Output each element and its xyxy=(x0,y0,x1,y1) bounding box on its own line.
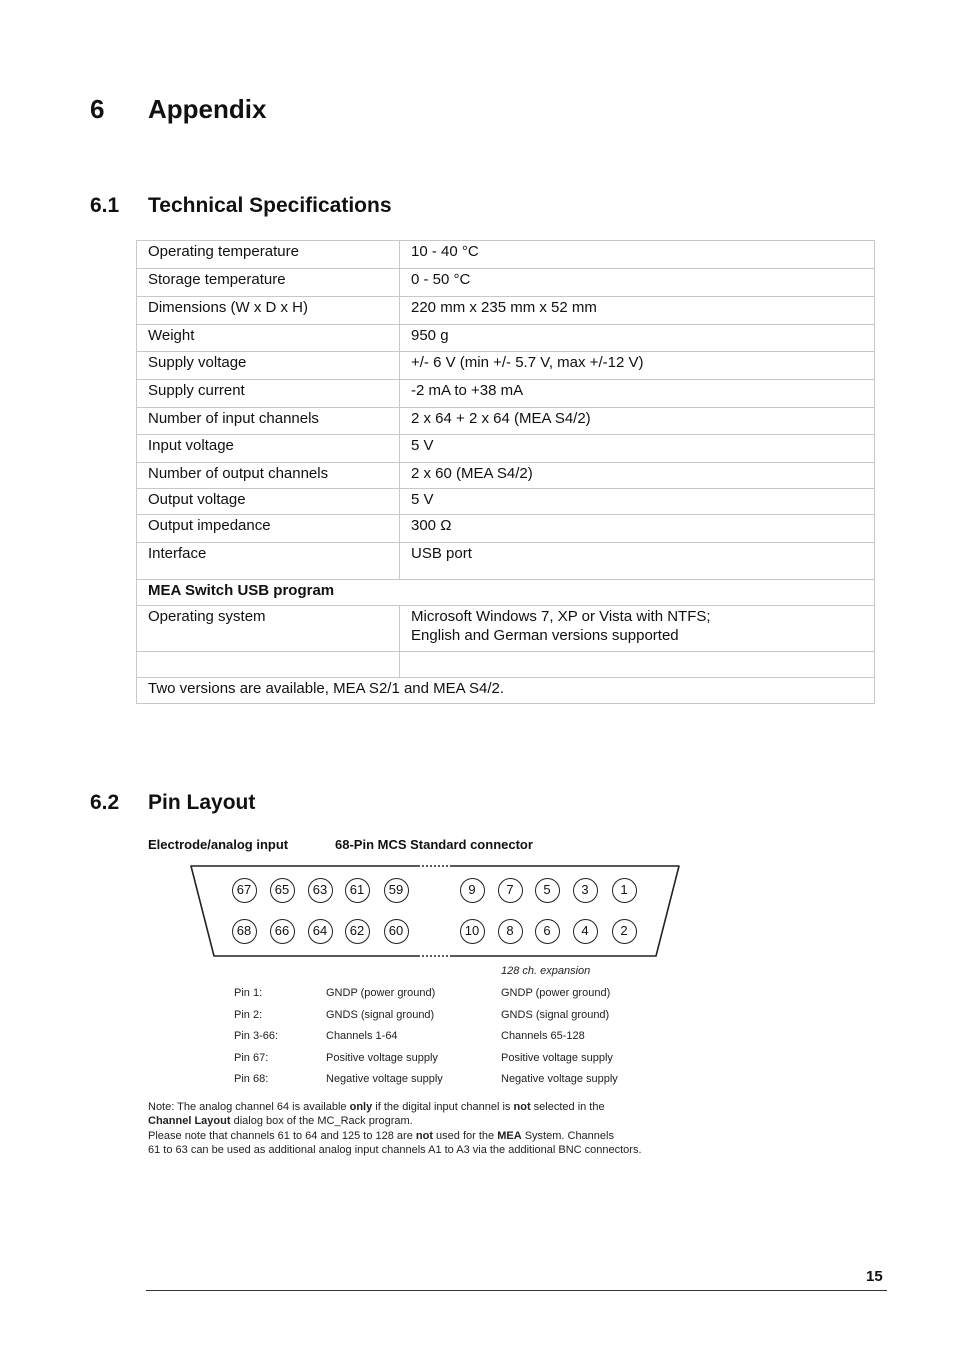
pin-61: 61 xyxy=(345,878,370,903)
spec-label: Interface xyxy=(137,543,400,580)
pin-label: Pin 1: xyxy=(234,987,263,999)
spec-label: Storage temperature xyxy=(137,269,400,297)
page-number: 15 xyxy=(866,1268,883,1285)
pin-64: 64 xyxy=(308,919,333,944)
spec-label: Output impedance xyxy=(137,515,400,543)
spec-value: +/- 6 V (min +/- 5.7 V, max +/-12 V) xyxy=(400,352,875,380)
pin-function: Negative voltage supply xyxy=(326,1073,443,1085)
pin-3: 3 xyxy=(573,878,598,903)
pin-function: GNDP (power ground) xyxy=(326,987,436,999)
program-heading: MEA Switch USB program xyxy=(137,580,875,606)
spec-value: 950 g xyxy=(400,325,875,352)
pin-10: 10 xyxy=(460,919,485,944)
section-title: Pin Layout xyxy=(148,791,256,814)
spec-label: Supply current xyxy=(137,380,400,408)
spec-value: 2 x 64 + 2 x 64 (MEA S4/2) xyxy=(400,408,875,435)
pin-label: Pin 2: xyxy=(234,1008,263,1021)
spec-value: -2 mA to +38 mA xyxy=(400,380,875,408)
figure-title-right: 68-Pin MCS Standard connector xyxy=(335,837,533,852)
spec-label: Number of input channels xyxy=(137,408,400,435)
spec-label: Output voltage xyxy=(137,489,400,515)
pin-9: 9 xyxy=(460,878,485,903)
pin-60: 60 xyxy=(384,919,409,944)
pin-function-expansion: Positive voltage supply xyxy=(501,1051,613,1064)
pin-label: Pin 3-66: xyxy=(234,1030,279,1042)
spec-label: Number of output channels xyxy=(137,463,400,489)
spec-value: 5 V xyxy=(400,489,875,515)
spec-value: 2 x 60 (MEA S4/2) xyxy=(400,463,875,489)
pin-function: GNDS (signal ground) xyxy=(326,1008,435,1021)
pin-66: 66 xyxy=(270,919,295,944)
pin-63: 63 xyxy=(308,878,333,903)
spec-label: Operating temperature xyxy=(137,241,400,269)
expansion-label: 128 ch. expansion xyxy=(501,965,591,977)
pin-5: 5 xyxy=(535,878,560,903)
pin-67: 67 xyxy=(232,878,257,903)
spec-label: Weight xyxy=(137,325,400,352)
os-line-1: Microsoft Windows 7, XP or Vista with NTFS; xyxy=(411,608,711,625)
pin-label: Pin 67: xyxy=(234,1051,269,1064)
spec-value: 300 Ω xyxy=(400,515,875,543)
spec-value: 5 V xyxy=(400,435,875,463)
pin-function: Channels 1-64 xyxy=(326,1030,398,1042)
figure-note: Note: The analog channel 64 is available only if the digital input channel is not selected in the Channel Layout dialog box of the MC_Rack program. Please note that channels 61 to 64 and 125 to 128 are not used for the MEA System. Channels 61 to 63 can be used as additional analog input channels A1 to A3 via the additional BNC connectors. xyxy=(148,1101,642,1156)
pin-65: 65 xyxy=(270,878,295,903)
spec-label: Input voltage xyxy=(137,435,400,463)
pin-7: 7 xyxy=(498,878,523,903)
chapter-title: Appendix xyxy=(148,94,267,124)
pin-68: 68 xyxy=(232,919,257,944)
pin-function-expansion: GNDS (signal ground) xyxy=(501,1008,610,1021)
pin-function-expansion: GNDP (power ground) xyxy=(501,987,611,999)
pin-62: 62 xyxy=(345,919,370,944)
spec-value: 0 - 50 °C xyxy=(400,269,875,297)
section-number: 6.1 xyxy=(90,194,120,217)
chapter-number: 6 xyxy=(90,94,105,124)
pin-8: 8 xyxy=(498,919,523,944)
pin-59: 59 xyxy=(384,878,409,903)
spec-value: USB port xyxy=(400,543,875,580)
os-label: Operating system xyxy=(137,606,400,652)
spec-label: Dimensions (W x D x H) xyxy=(137,297,400,325)
versions-note: Two versions are available, MEA S2/1 and MEA S4/2. xyxy=(137,678,875,704)
pin-function-expansion: Negative voltage supply xyxy=(501,1073,618,1085)
pin-2: 2 xyxy=(612,919,637,944)
section-title: Technical Specifications xyxy=(148,194,392,217)
figure-title-left: Electrode/analog input xyxy=(148,837,289,852)
spec-value: 10 - 40 °C xyxy=(400,241,875,269)
pin-1: 1 xyxy=(612,878,637,903)
os-line-2: English and German versions supported xyxy=(411,627,679,644)
spec-label: Supply voltage xyxy=(137,352,400,380)
pin-4: 4 xyxy=(573,919,598,944)
section-number: 6.2 xyxy=(90,791,120,814)
pin-function-expansion: Channels 65-128 xyxy=(501,1030,585,1042)
pin-label: Pin 68: xyxy=(234,1073,269,1085)
spec-value: 220 mm x 235 mm x 52 mm xyxy=(400,297,875,325)
pin-6: 6 xyxy=(535,919,560,944)
footer-rule xyxy=(146,1290,887,1291)
pin-function: Positive voltage supply xyxy=(326,1051,438,1064)
